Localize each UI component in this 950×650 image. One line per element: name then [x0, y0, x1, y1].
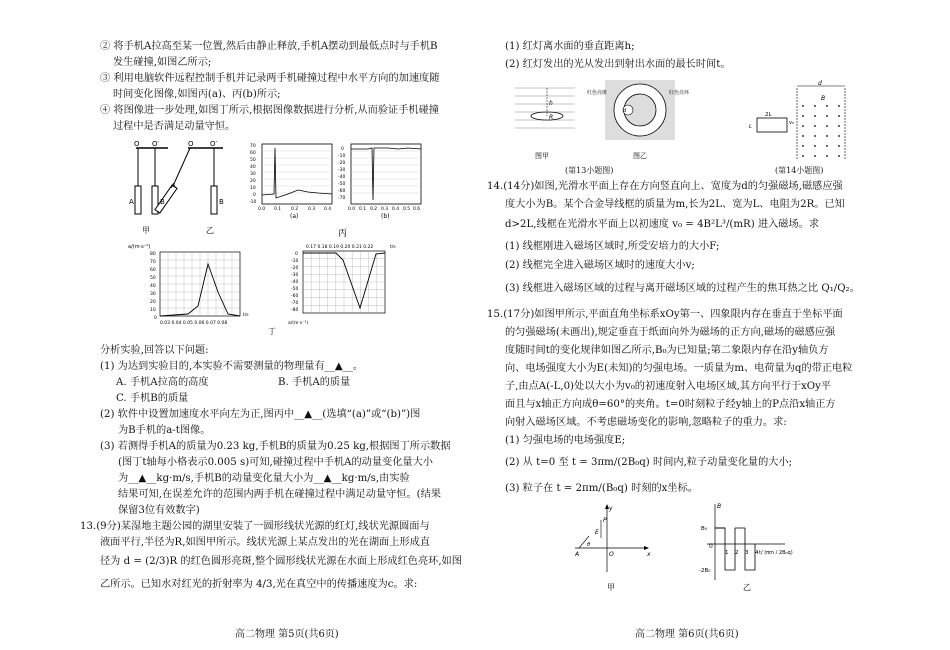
svg-text:-70: -70 [338, 196, 346, 201]
text-line: (2) 线框完全进入磁场区域时的速度大小v; [505, 260, 695, 271]
field-dot [814, 155, 816, 157]
svg-text:a/(m·s⁻²): a/(m·s⁻²) [288, 321, 309, 326]
svg-text:30: 30 [150, 292, 156, 297]
field-dot [838, 115, 840, 117]
svg-text:-2B₀: -2B₀ [699, 568, 711, 574]
field-dot [802, 105, 804, 107]
text-line: 发生碰撞,如图乙所示; [113, 57, 212, 68]
svg-text:4: 4 [755, 550, 759, 556]
svg-text:(b): (b) [381, 213, 390, 220]
svg-text:50: 50 [150, 276, 156, 281]
question-2: (2) 软件中设置加速度水平向左为正,图丙中__▲__(选填“(a)”或“(b)”)图 [100, 409, 421, 420]
label-yi: 乙 [206, 226, 214, 235]
svg-text:0.2: 0.2 [370, 207, 378, 212]
text-line: 为__▲__kg·m/s,手机B的动量变化量大小为__▲__kg·m/s,由实验 [118, 473, 410, 484]
page-footer: 高二物理 第6页(共6页) [635, 629, 739, 640]
svg-text:t/s: t/s [243, 313, 249, 318]
svg-text:0: 0 [341, 147, 344, 152]
text-line: 为B手机的a-t图像。 [118, 425, 211, 436]
svg-text:0.6: 0.6 [413, 207, 421, 212]
svg-text:60: 60 [150, 268, 156, 273]
text-line: ④ 将图像进一步处理,如图丁所示,根据图像数据进行分析,从而验证手机碰撞 [100, 105, 439, 116]
svg-text:0: 0 [709, 543, 713, 550]
field-dot [802, 155, 804, 157]
svg-text:L: L [749, 124, 753, 130]
svg-text:0.4: 0.4 [324, 207, 332, 212]
svg-text:B: B [219, 198, 224, 206]
field-dot [802, 145, 804, 147]
question-14: 14.(14分)如图,光滑水平面上存在方向竖直向上、宽度为d的匀强磁场,磁感应强 [487, 181, 843, 192]
svg-text:O′: O′ [210, 140, 218, 148]
text-line: 径为 d = (2/3)R 的红色圆形亮斑,整个圆形线状光源在水面上形成红色亮环,如图 [100, 556, 462, 567]
figure-14 [745, 80, 855, 165]
svg-text:红色亮斑: 红色亮斑 [587, 90, 608, 96]
field-dot [802, 125, 804, 127]
question-1: (1) 为达到实验目的,本实验不需要测量的物理量有__▲__。 [100, 361, 364, 372]
text-line: d>2L,线框在光滑水平面上以初速度 v₀ = 4B²L³/(mR) 进入磁场。求 [505, 219, 820, 230]
svg-text:0: 0 [253, 193, 256, 198]
svg-text:10: 10 [150, 308, 156, 313]
svg-text:O: O [609, 551, 614, 558]
svg-text:0: 0 [295, 252, 298, 257]
question-15: 15.(17分)如图甲所示,平面直角坐标系xOy第一、四象限内存在垂直于坐标平面 [487, 309, 843, 320]
field-dot [814, 115, 816, 117]
svg-text:0.1: 0.1 [359, 207, 367, 212]
text-line: 子,由点A(-L,0)处以大小为v₀的初速度射入电场区域,其方向平行于xOy平 [505, 381, 832, 392]
text-line: 分析实验,回答以下问题: [100, 345, 209, 356]
page-footer: 高二物理 第5页(共6页) [235, 629, 339, 640]
text-line: (3) 粒子在 t = 2πm/(B₀q) 时刻的x坐标。 [505, 483, 698, 494]
svg-text:0.3: 0.3 [308, 207, 316, 212]
svg-text:0.5: 0.5 [403, 207, 411, 212]
option-b: B. 手机A的质量 [278, 377, 351, 388]
svg-text:0: 0 [154, 316, 157, 321]
label-O2: O′ [152, 140, 160, 148]
svg-text:0.03 0.04 0.05 0.06 0.07 0.08: 0.03 0.04 0.05 0.06 0.07 0.08 [160, 321, 228, 326]
figure-13 [515, 80, 715, 170]
svg-text:20: 20 [250, 179, 256, 184]
svg-text:R: R [549, 114, 554, 121]
svg-text:d: d [623, 108, 627, 114]
svg-text:-80: -80 [291, 308, 299, 313]
text-line: (1) 红灯离水面的垂直距离h; [505, 41, 635, 52]
text-line: 度随时间t的变化规律如图乙所示,B₀为已知量;第二象限内存在沿y轴负方 [505, 345, 829, 356]
text-line: (1) 线框刚进入磁场区域时,所受安培力的大小F; [505, 241, 720, 252]
svg-text:-10: -10 [249, 200, 257, 205]
svg-text:40: 40 [250, 165, 256, 170]
svg-text:50: 50 [250, 158, 256, 163]
text-line: 度大小为B。某个合金导线框的质量为m,长为2L、宽为L、电阻为2R。已知 [505, 199, 845, 210]
svg-text:x: x [647, 551, 651, 558]
svg-text:0.17 0.18 0.19 0.20 0.21 0.22: 0.17 0.18 0.19 0.20 0.21 0.22 [306, 245, 374, 250]
svg-text:h: h [549, 100, 553, 107]
figure-ding [128, 240, 428, 338]
field-dot [838, 155, 840, 157]
svg-text:0.1: 0.1 [274, 207, 282, 212]
svg-text:P: P [603, 517, 607, 524]
text-line: 结果可知,在误差允许的范围内两手机在碰撞过程中满足动量守恒。(结果 [118, 489, 442, 500]
field-dot [814, 125, 816, 127]
label-fig13-yi: 图乙 [633, 152, 647, 160]
caption-13: (第13小题图) [565, 166, 614, 175]
svg-text:0.0: 0.0 [348, 207, 356, 212]
field-dot [826, 145, 828, 147]
svg-text:A: A [575, 551, 580, 558]
page-6 [475, 0, 950, 650]
svg-text:-20: -20 [338, 161, 346, 166]
label-fig13-jia: 图甲 [535, 152, 549, 160]
field-dot [814, 145, 816, 147]
figure-15 [575, 500, 815, 600]
field-dot [838, 135, 840, 137]
text-line: 乙所示。已知水对红光的折射率为 4/3,光在真空中的传播速度为c。求: [100, 579, 418, 590]
svg-text:70: 70 [250, 144, 256, 149]
svg-text:10: 10 [250, 186, 256, 191]
text-line: (3) 线框进入磁场区域的过程与离开磁场区域的过程产生的焦耳热之比 Q₁/Q₂。 [505, 283, 860, 294]
text-line: (2) 从 t=0 至 t = 3πm/(2B₀q) 时间内,粒子动量变化量的大小; [505, 457, 793, 468]
svg-text:θ: θ [587, 542, 591, 548]
svg-text:80: 80 [150, 252, 156, 257]
svg-text:-10: -10 [338, 154, 346, 159]
svg-text:t/ (πm / 2B₀q): t/ (πm / 2B₀q) [759, 550, 793, 556]
field-dot [838, 125, 840, 127]
svg-text:-40: -40 [338, 175, 346, 180]
text-line: 的匀强磁场(未画出),规定垂直于纸面向外为磁场的正方向,磁场的磁感应强 [505, 327, 836, 338]
svg-text:2: 2 [735, 550, 739, 556]
field-dot [826, 105, 828, 107]
svg-text:(a): (a) [290, 213, 299, 220]
svg-text:t/s: t/s [390, 245, 396, 250]
field-dot [838, 145, 840, 147]
svg-text:红色亮环: 红色亮环 [669, 90, 690, 96]
text-line: 向射入磁场区域。不考虑磁场变化的影响,忽略粒子的重力。求: [505, 417, 787, 428]
label-bing: 丙 [338, 229, 348, 239]
label-O: O [134, 140, 140, 148]
field-dot [826, 135, 828, 137]
svg-text:-70: -70 [291, 301, 299, 306]
svg-text:-60: -60 [338, 189, 346, 194]
svg-text:1: 1 [725, 550, 729, 556]
option-a: A. 手机A拉高的高度 [116, 377, 209, 388]
svg-text:60: 60 [250, 151, 256, 156]
text-line: 时间变化图像,如图丙(a)、丙(b)所示; [113, 89, 281, 100]
option-c: C. 手机B的质量 [116, 393, 189, 404]
text-line: 向、电场强度大小为E(未知)的匀强电场。一质量为m、电荷量为q的带正电粒 [505, 363, 853, 374]
svg-text:2L: 2L [765, 112, 772, 118]
svg-text:y: y [609, 505, 613, 512]
svg-text:v₀: v₀ [789, 120, 794, 126]
field-dot [814, 135, 816, 137]
field-dot [826, 115, 828, 117]
svg-text:0.0: 0.0 [258, 207, 266, 212]
svg-text:a/(m·s⁻²): a/(m·s⁻²) [128, 244, 151, 250]
figure-pendulum [128, 138, 238, 238]
field-dot [826, 155, 828, 157]
field-dot [814, 105, 816, 107]
svg-text:B: B [821, 95, 826, 102]
svg-text:-50: -50 [291, 287, 299, 292]
svg-text:B: B [160, 198, 165, 206]
text-line: 液面平行,半径为R,如图甲所示。线状光源上某点发出的光在湖面上形成直 [100, 537, 430, 548]
figure-bing [248, 140, 423, 240]
svg-text:-20: -20 [291, 266, 299, 271]
svg-text:d: d [818, 80, 822, 87]
text-line: ② 将手机A拉高至某一位置,然后由静止释放,手机A摆动到最低点时与手机B [100, 41, 438, 52]
svg-text:70: 70 [150, 260, 156, 265]
text-line: 过程中是否满足动量守恒。 [113, 121, 236, 132]
label-fig15-jia: 甲 [607, 583, 615, 592]
svg-text:0.4: 0.4 [392, 207, 400, 212]
svg-text:-60: -60 [291, 294, 299, 299]
text-line: 面且与x轴正方向成θ=60°的夹角。t=0时刻粒子经y轴上的P点沿x轴正方 [505, 399, 836, 410]
svg-text:A: A [171, 182, 176, 190]
label-fig15-yi: 乙 [743, 583, 751, 592]
field-dot [802, 115, 804, 117]
svg-text:B: B [717, 503, 722, 510]
svg-text:-40: -40 [291, 280, 299, 285]
field-dot [802, 135, 804, 137]
svg-text:3: 3 [745, 550, 749, 556]
caption-14: (第14小题图) [775, 166, 824, 175]
svg-text:0.2: 0.2 [291, 207, 299, 212]
svg-text:E: E [595, 529, 599, 536]
question-13: 13.(9分)某湿地主题公园的湖里安装了一圆形线状光源的红灯,线状光源圆面与 [80, 521, 430, 532]
field-dot [826, 125, 828, 127]
svg-text:A: A [129, 198, 134, 206]
label-ding: 丁 [268, 327, 276, 336]
text-line: ③ 利用电脑软件远程控制手机并记录两手机碰撞过程中水平方向的加速度随 [100, 73, 440, 84]
label-jia: 甲 [142, 226, 150, 235]
svg-text:O: O [188, 140, 194, 148]
svg-text:-30: -30 [291, 273, 299, 278]
svg-text:0.3: 0.3 [381, 207, 389, 212]
text-line: (图丁t轴每小格表示0.005 s)可知,碰撞过程中手机A的动量变化量大小 [118, 457, 433, 468]
svg-text:B₀: B₀ [701, 526, 707, 532]
svg-text:-50: -50 [338, 182, 346, 187]
svg-text:-10: -10 [291, 259, 299, 264]
text-line: (2) 红灯发出的光从发出到射出水面的最长时间t。 [505, 59, 731, 70]
question-3: (3) 若测得手机A的质量为0.23 kg,手机B的质量为0.25 kg,根据图丁所示数据 [100, 441, 451, 452]
svg-text:-30: -30 [338, 168, 346, 173]
svg-text:30: 30 [250, 172, 256, 177]
text-line: (1) 匀强电场的电场强度E; [505, 435, 626, 446]
svg-text:40: 40 [150, 284, 156, 289]
text-line: 保留3位有效数字) [118, 505, 200, 516]
svg-text:20: 20 [150, 300, 156, 305]
field-dot [838, 105, 840, 107]
